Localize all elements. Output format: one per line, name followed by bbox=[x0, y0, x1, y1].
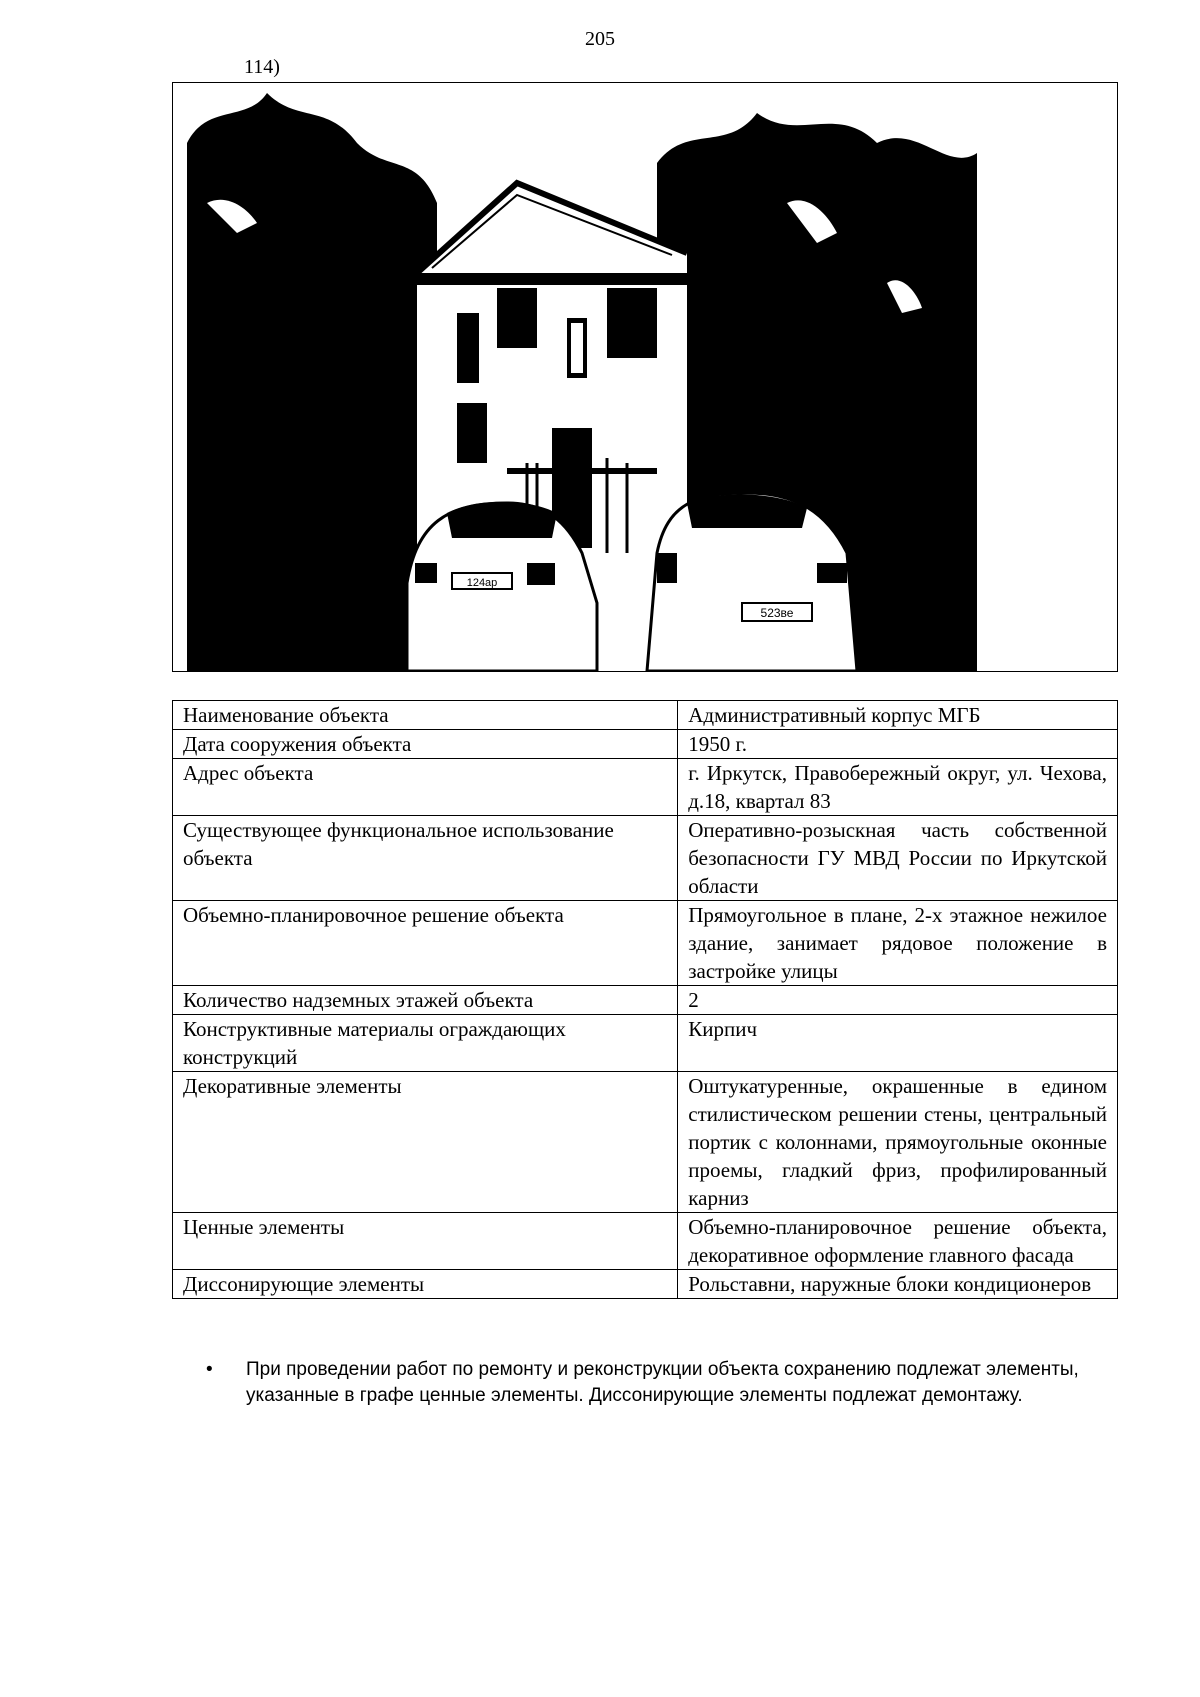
table-row bbox=[173, 1072, 1118, 1213]
table-row bbox=[173, 901, 1118, 986]
row-label: Объемно-планировочное решение объекта bbox=[173, 901, 678, 986]
row-label: Наименование объекта bbox=[173, 701, 678, 730]
item-number: 114) bbox=[244, 56, 280, 78]
row-value: Оштукатуренные, окрашенные в едином стилистическом решении стены, центральный портик с колоннами, прямоугольные оконные проемы, гладкий фриз, профилированный карниз bbox=[678, 1072, 1118, 1213]
preservation-note bbox=[206, 1357, 1086, 1409]
row-label: Дата сооружения объекта bbox=[173, 730, 678, 759]
row-label: Декоративные элементы bbox=[173, 1072, 678, 1213]
row-value: г. Иркутск, Правобережный округ, ул. Чехова, д.18, квартал 83 bbox=[678, 759, 1118, 816]
row-value: 1950 г. bbox=[678, 730, 1118, 759]
page-number: 205 bbox=[585, 28, 615, 50]
note-text: При проведении работ по ремонту и реконструкции объекта сохранению подлежат элементы, указанные в графе ценные элементы. Диссонирующие элементы подлежат демонтажу. bbox=[246, 1359, 1079, 1406]
building-photo bbox=[187, 83, 977, 671]
table-row bbox=[173, 816, 1118, 901]
table-row bbox=[173, 701, 1118, 730]
plate-left: 124ар bbox=[466, 577, 498, 589]
row-value: Прямоугольное в плане, 2-х этажное нежилое здание, занимает рядовое положение в застройке улицы bbox=[678, 901, 1118, 986]
plate-right: 523ве bbox=[760, 606, 794, 620]
table-row bbox=[173, 759, 1118, 816]
row-label: Ценные элементы bbox=[173, 1213, 678, 1270]
table-row bbox=[173, 986, 1118, 1015]
row-label: Количество надземных этажей объекта bbox=[173, 986, 678, 1015]
row-value: Оперативно-розыскная часть собственной безопасности ГУ МВД России по Иркутской области bbox=[678, 816, 1118, 901]
object-info-table bbox=[172, 700, 1118, 1299]
row-label: Существующее функциональное использование объекта bbox=[173, 816, 678, 901]
row-value: 2 bbox=[678, 986, 1118, 1015]
row-label: Адрес объекта bbox=[173, 759, 678, 816]
table-row bbox=[173, 1015, 1118, 1072]
row-value: Кирпич bbox=[678, 1015, 1118, 1072]
row-value: Объемно-планировочное решение объекта, декоративное оформление главного фасада bbox=[678, 1213, 1118, 1270]
row-label: Диссонирующие элементы bbox=[173, 1270, 678, 1299]
row-label: Конструктивные материалы ограждающих конструкций bbox=[173, 1015, 678, 1072]
table-row bbox=[173, 730, 1118, 759]
table-row bbox=[173, 1270, 1118, 1299]
table-row bbox=[173, 1213, 1118, 1270]
row-value: Административный корпус МГБ bbox=[678, 701, 1118, 730]
building-photo-frame bbox=[172, 82, 1118, 672]
row-value: Рольставни, наружные блоки кондиционеров bbox=[678, 1270, 1118, 1299]
trees-left bbox=[187, 93, 437, 671]
bullet-icon: • bbox=[206, 1359, 213, 1380]
